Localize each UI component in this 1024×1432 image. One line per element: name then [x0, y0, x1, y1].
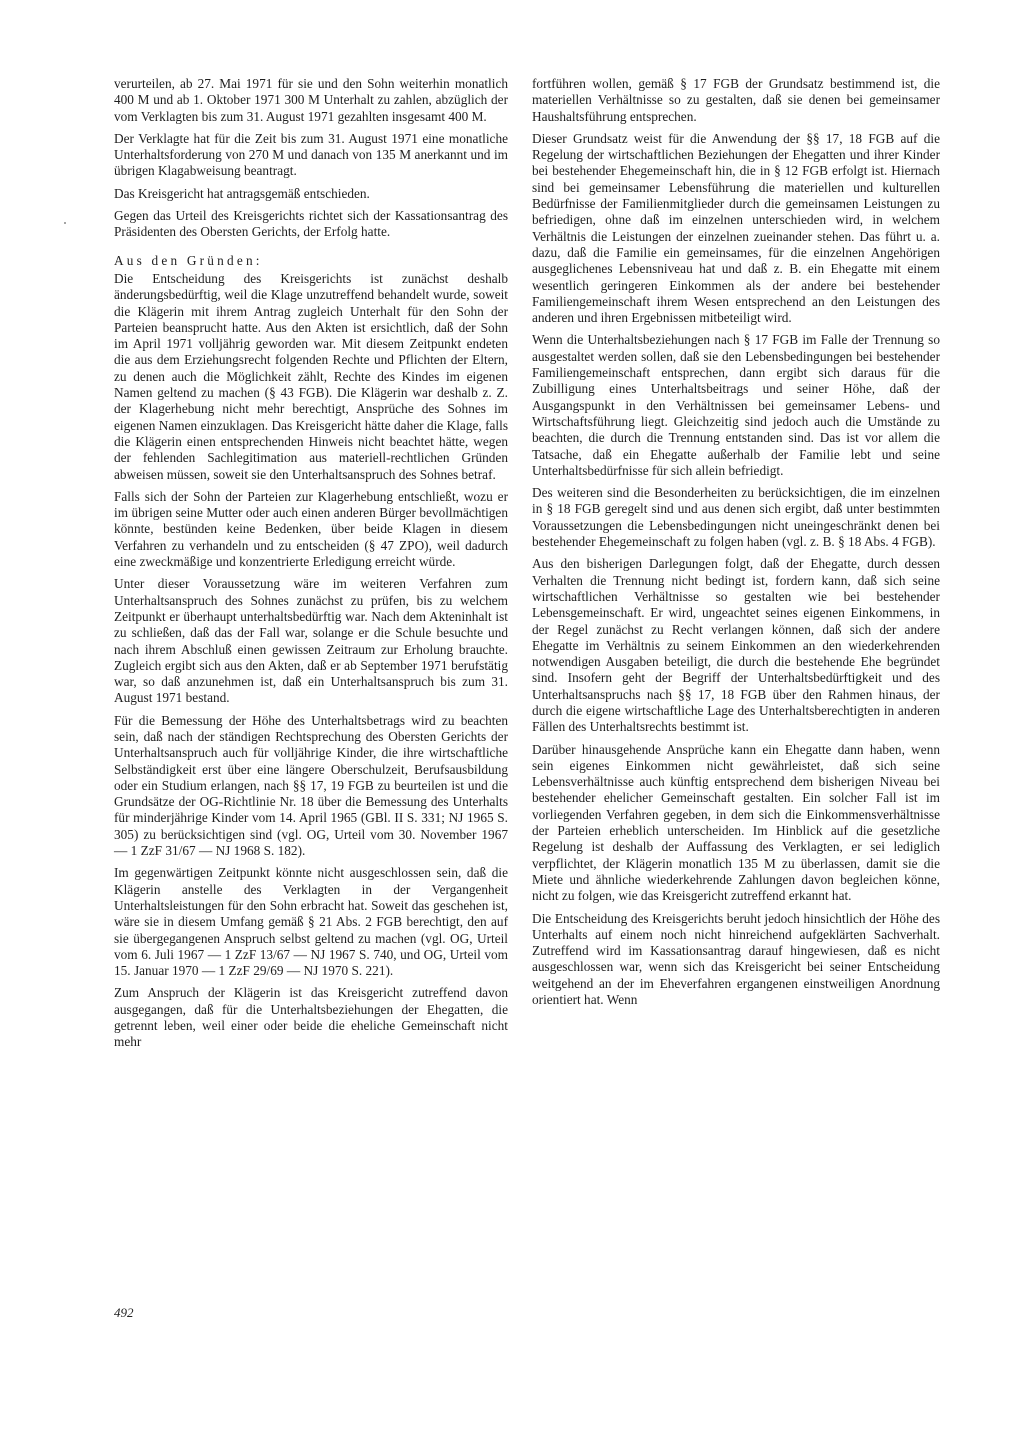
paragraph: Gegen das Urteil des Kreisgerichts richtet sich der Kassationsantrag des Präsidenten des Obersten Gerichts, der Erfolg hatte.: [114, 208, 508, 240]
paragraph: Falls sich der Sohn der Parteien zur Klagerhebung entschließt, wozu er im übrigen seine Mutter oder auch einen anderen Bürger bevollmächtigen könnte, bestünden keine Bedenken, über beide Klagen in diesem Verfahren zu verhandeln und zu entscheiden (§ 47 ZPO), weil dadurch eine zweckmäßige und konzentrierte Erledigung erreicht würde.: [114, 488, 508, 570]
paragraph: Im gegenwärtigen Zeitpunkt könnte nicht ausgeschlossen sein, daß die Klägerin anstelle des Verklagten in der Vergangenheit Unterhaltsleistungen für den Sohn erbracht hat. Soweit das geschehen ist, wäre sie in diesem Umfang gemäß § 21 Abs. 2 FGB berechtigt, den auf sie übergegangenen Anspruch selbst geltend zu machen (vgl. OG, Urteil vom 6. Juli 1967 — 1 ZzF 13/67 — NJ 1967 S. 740, und OG, Urteil vom 15. Januar 1970 — 1 ZzF 29/69 — NJ 1970 S. 221).: [114, 865, 508, 979]
paragraph: fortführen wollen, gemäß § 17 FGB der Grundsatz bestimmend ist, die materiellen Verhältnisse so zu gestalten, daß sie denen bei gemeinsamer Haushaltsführung entsprechen.: [532, 76, 940, 124]
scan-speck: [64, 222, 66, 224]
paragraph: Für die Bemessung der Höhe des Unterhaltsbetrags wird zu beachten sein, daß nach der ständigen Rechtsprechung des Obersten Gerichts der Unterhaltsanspruch auch für volljährige Kinder, die ihre wirtschaftliche Selbständigkeit erst über eine längere Oberschulzeit, Berufsausbildung oder ein Studium erlangen, nach §§ 17, 19 FGB zu beurteilen ist und die Grundsätze der OG-Richtlinie Nr. 18 über die Bemessung des Unterhalts für minderjährige Kinder vom 14. April 1965 (GBl. II S. 331; NJ 1965 S. 305) zu berücksichtigen sind (vgl. OG, Urteil vom 30. November 1967 — 1 ZzF 31/67 — NJ 1968 S. 182).: [114, 712, 508, 859]
paragraph: Des weiteren sind die Besonderheiten zu berücksichtigen, die im einzelnen in § 18 FGB geregelt sind und aus denen sich ergibt, daß unter bestimmten Voraussetzungen die Lebensbedingungen nicht uneingeschränkt denen bei bestehender Ehegemeinschaft zu folgen haben (vgl. z. B. § 18 Abs. 4 FGB).: [532, 485, 940, 550]
paragraph: verurteilen, ab 27. Mai 1971 für sie und den Sohn weiterhin monatlich 400 M und ab 1. Oktober 1971 300 M Unterhalt zu zahlen, abzüglich der vom Verklagten bis zum 31. August 1971 gezahlten insgesamt 400 M.: [114, 76, 508, 124]
section-heading: Aus den Gründen:: [114, 252, 263, 268]
page-number: 492: [114, 1305, 134, 1320]
paragraph: Das Kreisgericht hat antragsgemäß entschieden.: [114, 185, 370, 201]
paragraph: Zum Anspruch der Klägerin ist das Kreisgericht zutreffend davon ausgegangen, daß für die Unterhaltsbeziehungen der Ehegatten, die getrennt leben, weil einer oder beide die eheliche Gemeinschaft nicht mehr: [114, 985, 508, 1050]
right-column: [532, 76, 940, 1014]
left-column: [114, 76, 508, 1057]
paragraph: Aus den bisherigen Darlegungen folgt, daß der Ehegatte, durch dessen Verhalten die Trennung nicht bedingt ist, fordern kann, daß sich seine wirtschaftlichen Verhältnisse so gestalten wie bei bestehender Lebensgemeinschaft. Er wird, ungeachtet seines eigenen Einkommens, in der Regel zunächst zu Recht verlangen können, daß sich der andere Ehegatte im Verhältnis zu seinem Einkommen an den wiederkehrenden notwendigen Ausgaben beteiligt, die durch die bestehende Ehe begründet sind. Insofern geht der Begriff der Unterhaltsbedürftigkeit und des Unterhaltsanspruchs nach §§ 17, 18 FGB über den Rahmen hinaus, der durch die eigene wirtschaftliche Lage des Unterhaltsberechtigten in anderen Fällen des Unterhaltsrechts bestimmt ist.: [532, 556, 940, 735]
paragraph: Unter dieser Voraussetzung wäre im weiteren Verfahren zum Unterhaltsanspruch des Sohnes zunächst zu prüfen, bis zu welchem Zeitpunkt er überhaupt unterhaltsbedürftig war. Nach dem Akteninhalt ist zu schließen, daß das der Fall war, solange er die Schule besuchte und nach ihrem Abschluß einen gewissen Zeitraum zur Erholung brauchte. Zugleich ergibt sich aus den Akten, daß er ab September 1971 berufstätig war, so daß anzunehmen ist, daß ein Unterhaltsanspruch bis zum 31. August 1971 bestand.: [114, 576, 508, 706]
paragraph: Wenn die Unterhaltsbeziehungen nach § 17 FGB im Falle der Trennung so ausgestaltet werden sollen, daß sie den Lebensbedingungen bei bestehender Familiengemeinschaft entsprechen, dann ergibt sich daraus für die Zubilligung eines Unterhaltsbeitrags und seiner Höhe, daß der Ausgangspunkt in den Verhältnissen bei gemeinsamer Lebens- und Wirtschaftsführung liegt. Gleichzeitig sind jedoch auch die Umstände zu beachten, die durch die Trennung entstanden sind. Das ist vor allem die Tatsache, daß ein Ehegatte außerhalb der Familie lebt und seine Unterhaltsbedürfnisse für sich allein befriedigt.: [532, 332, 940, 478]
paragraph: Die Entscheidung des Kreisgerichts beruht jedoch hinsichtlich der Höhe des Unterhalts auf einem noch nicht hinreichend aufgeklärten Sachverhalt. Zutreffend wird im Kassationsantrag darauf hingewiesen, daß es nicht ausgeschlossen war, wenn sich das Kreisgericht bei seiner Entscheidung weitgehend an der im Eheverfahren ergangenen einstweiligen Anordnung orientiert hat. Wenn: [532, 910, 940, 1008]
paragraph: Der Verklagte hat für die Zeit bis zum 31. August 1971 eine monatliche Unterhaltsforderung von 270 M und danach von 135 M anerkannt und im übrigen Klagabweisung beantragt.: [114, 130, 508, 179]
paragraph: Dieser Grundsatz weist für die Anwendung der §§ 17, 18 FGB auf die Regelung der wirtschaftlichen Beziehungen der Ehegatten und ihrer Kinder bei bestehender Ehegemeinschaft hin, die in § 12 FGB erfolgt ist. Hiernach sind bei gemeinsamer Lebensführung die materiellen und kulturellen Bedürfnisse der Familienmitglieder durch die gemeinsamen Leistungen zu befriedigen, ohne daß im einzelnen unterschieden wird, in welchem Verhältnis die Leistungen der einzelnen zueinander stehen. Das führt u. a. dazu, daß die Familie ein gemeinsames, für die einzelnen Angehörigen ausgeglichenes Lebensniveau hat und daß z. B. ein Ehegatte mit einem wesentlich geringeren Einkommen als der andere bei bestehender Familiengemeinschaft ihrem Wesen entsprechend an den Leistungen des anderen und ihren Ergebnissen mitbeteiligt wird.: [532, 130, 940, 326]
paragraph: Die Entscheidung des Kreisgerichts ist zunächst deshalb änderungsbedürftig, weil die Klage unzutreffend behandelt wurde, soweit die Klägerin mit ihrem Antrag zugleich Unterhalt für den Sohn der Parteien beansprucht hatte. Aus den Akten ist ersichtlich, daß der Sohn im April 1971 volljährig geworden war. Mit diesem Zeitpunkt endeten die aus dem Erziehungsrecht folgenden Rechte und Pflichten der Eltern, zu denen auch die Möglichkeit zählt, Rechte des Kindes im eigenen Namen geltend zu machen (§ 43 FGB). Die Klägerin war deshalb z. Z. der Klagerhebung nicht mehr berechtigt, Ansprüche des Sohnes im eigenen Namen einzuklagen. Das Kreisgericht hätte daher die Klage, falls die Klägerin einen entsprechenden Hinweis nicht beachtet hätte, wegen der fehlenden Sachlegitimation aus materiell-rechtlichen Gründen abweisen müssen, soweit sie den Unterhaltsanspruch des Sohnes betraf.: [114, 270, 508, 482]
paragraph: Darüber hinausgehende Ansprüche kann ein Ehegatte dann haben, wenn sein eigenes Einkommen nicht gewährleistet, daß sich seine Lebensverhältnisse auch künftig entsprechend dem bisherigen Niveau bei bestehender ehelicher Gemeinschaft gestalten. Ein solcher Fall ist im vorliegenden Verfahren gegeben, in dem sich die Einkommensverhältnisse der Parteien erheblich unterscheiden. Im Hinblick auf die gesetzliche Regelung ist deshalb der Auffassung des Verklagten, er sei lediglich verpflichtet, der Klägerin monatlich 135 M zu überlassen, damit sie die Miete und ähnliche wiederkehrende Zahlungen davon begleichen könne, nicht zu folgen, wie das Kreisgericht zutreffend erkannt hat.: [532, 741, 940, 904]
